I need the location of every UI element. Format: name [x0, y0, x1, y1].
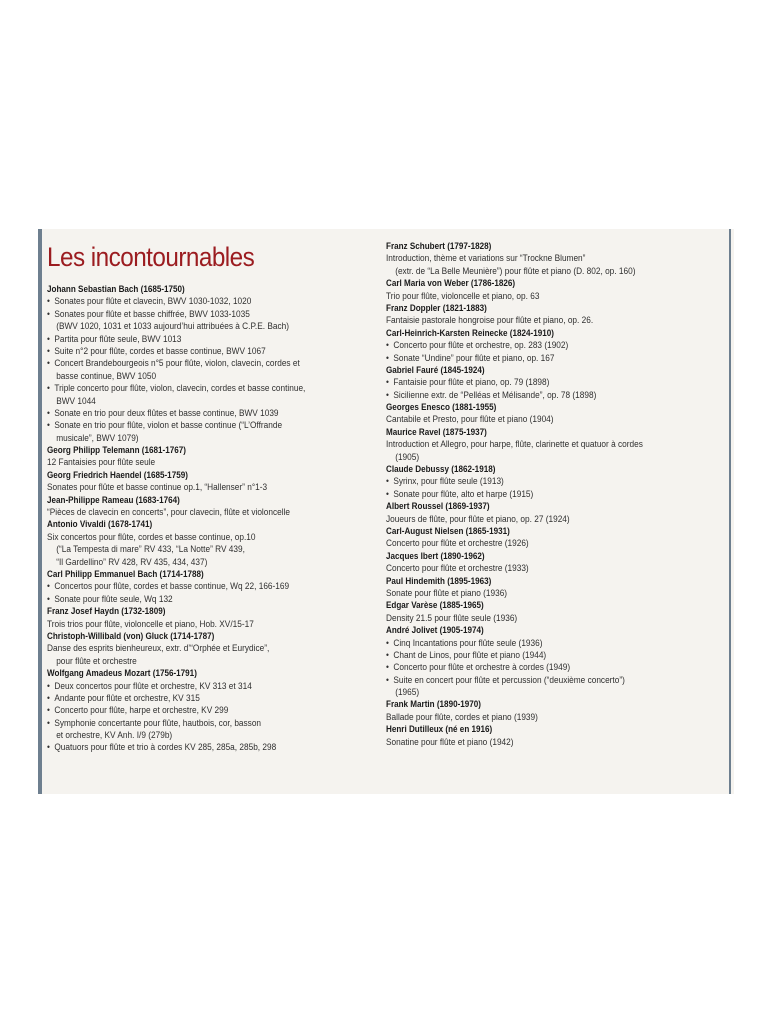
work-item-continuation: musicale”, BWV 1079)	[56, 432, 139, 443]
work-item: Introduction, thème et variations sur “Trockne Blumen”	[386, 253, 586, 264]
composer-heading: Johann Sebastian Bach (1685-1750)	[47, 284, 185, 294]
composer-heading: Franz Doppler (1821-1883)	[386, 302, 487, 313]
composer-heading: Georg Philipp Telemann (1681-1767)	[47, 445, 186, 456]
composer-heading: Jacques Ibert (1890-1962)	[386, 550, 485, 561]
work-item: • Concert Brandebourgeois n°5 pour flûte, violon, clavecin, cordes et	[47, 358, 332, 370]
composer-heading: Maurice Ravel (1875-1937)	[386, 426, 487, 437]
left-work-list	[47, 284, 357, 755]
composer-heading: Antonio Vivaldi (1678-1741)	[47, 519, 153, 530]
work-item: • Symphonie concertante pour flûte, hautbois, cor, basson	[47, 718, 332, 730]
composer-heading: Henri Dutilleux (né en 1916)	[386, 724, 493, 735]
composer-heading: Gabriel Fauré (1845-1924)	[386, 364, 485, 375]
composer-heading: Claude Debussy (1862-1918)	[386, 464, 496, 475]
work-item: Ballade pour flûte, cordes et piano (1939)	[386, 711, 538, 722]
work-item: Joueurs de flûte, pour flûte et piano, op. 27 (1924)	[386, 513, 570, 524]
composer-heading: Wolfgang Amadeus Mozart (1756-1791)	[47, 668, 197, 679]
composer-heading: Franz Josef Haydn (1732-1809)	[47, 606, 166, 617]
composer-heading: Georges Enesco (1881-1955)	[386, 402, 497, 413]
work-item: • Suite en concert pour flûte et percussion (“deuxième concerto”)	[386, 675, 690, 687]
work-item-continuation: (extr. de “La Belle Meunière”) pour flûte et piano (D. 802, op. 160)	[395, 265, 636, 276]
composer-heading: Franz Schubert (1797-1828)	[386, 241, 492, 251]
work-item: Concerto pour flûte et orchestre (1933)	[386, 563, 529, 574]
composer-heading: Edgar Varèse (1885-1965)	[386, 600, 484, 611]
left-column	[47, 240, 357, 755]
work-item: • Sonates pour flûte et basse chiffrée, BWV 1033-1035	[47, 309, 332, 321]
composer-heading: Carl-August Nielsen (1865-1931)	[386, 525, 510, 536]
work-item: • Sonate en trio pour flûte, violon et basse continue (“L’Offrande	[47, 420, 332, 432]
work-item-continuation: pour flûte et orchestre	[56, 655, 137, 666]
work-item: • Fantaisie pour flûte et piano, op. 79 (1898)	[386, 377, 690, 389]
work-item: • Concerto pour flûte, harpe et orchestre, KV 299	[47, 705, 332, 717]
work-item-continuation: (1905)	[395, 451, 420, 462]
composer-heading: André Jolivet (1905-1974)	[386, 625, 484, 636]
work-item: Sonatine pour flûte et piano (1942)	[386, 736, 514, 747]
work-item: Six concertos pour flûte, cordes et basse continue, op.10	[47, 531, 256, 542]
work-item-continuation: BWV 1044	[56, 395, 96, 406]
composer-heading: Paul Hindemith (1895-1963)	[386, 575, 492, 586]
work-item-continuation: basse continue, BWV 1050	[56, 370, 157, 381]
work-item: • Concerto pour flûte et orchestre à cordes (1949)	[386, 662, 690, 674]
composer-heading: Frank Martin (1890-1970)	[386, 699, 481, 710]
work-item: • Andante pour flûte et orchestre, KV 315	[47, 693, 332, 705]
work-item: Fantaisie pastorale hongroise pour flûte et piano, op. 26.	[386, 315, 594, 326]
composer-heading: Albert Roussel (1869-1937)	[386, 501, 490, 512]
work-item: • Suite n°2 pour flûte, cordes et basse continue, BWV 1067	[47, 346, 332, 358]
work-item: Sonate pour flûte et piano (1936)	[386, 587, 508, 598]
work-item-continuation: (BWV 1020, 1031 et 1033 aujourd’hui attribuées à C.P.E. Bach)	[56, 321, 289, 332]
work-item: • Sonate pour flûte, alto et harpe (1915)	[386, 489, 690, 501]
work-item-continuation: “Il Gardellino” RV 428, RV 435, 434, 437)	[56, 556, 208, 567]
work-item: Sonates pour flûte et basse continue op.1, “Hallenser” n°1-3	[47, 482, 268, 493]
work-item: “Pièces de clavecin en concerts”, pour clavecin, flûte et violoncelle	[47, 507, 291, 518]
work-item: • Sonates pour flûte et clavecin, BWV 1030-1032, 1020	[47, 296, 332, 308]
composer-heading: Carl Philipp Emmanuel Bach (1714-1788)	[47, 568, 204, 579]
work-item: • Quatuors pour flûte et trio à cordes KV 285, 285a, 285b, 298	[47, 742, 332, 754]
work-item: Trio pour flûte, violoncelle et piano, op. 63	[386, 290, 540, 301]
work-item-continuation: (“La Tempesta di mare” RV 433, “La Notte” RV 439,	[56, 544, 245, 555]
work-item: Density 21.5 pour flûte seule (1936)	[386, 612, 518, 623]
work-item: Cantabile et Presto, pour flûte et piano (1904)	[386, 414, 554, 425]
work-item-continuation: (1965)	[395, 687, 420, 698]
work-item: • Partita pour flûte seule, BWV 1013	[47, 334, 332, 346]
work-item: Trois trios pour flûte, violoncelle et piano, Hob. XV/15-17	[47, 618, 254, 629]
work-item: • Deux concertos pour flûte et orchestre, KV 313 et 314	[47, 681, 332, 693]
work-item-continuation: et orchestre, KV Anh. I/9 (279b)	[56, 730, 173, 741]
work-item: Danse des esprits bienheureux, extr. d’“Orphée et Eurydice”,	[47, 643, 270, 654]
left-border	[38, 229, 42, 794]
right-column	[386, 241, 716, 749]
work-item: Concerto pour flûte et orchestre (1926)	[386, 538, 529, 549]
composer-heading: Carl Maria von Weber (1786-1826)	[386, 278, 516, 289]
composer-heading: Jean-Philippe Rameau (1683-1764)	[47, 494, 180, 505]
page-title: Les incontournables	[47, 242, 255, 272]
composer-heading: Christoph-Willibald (von) Gluck (1714-1787)	[47, 630, 215, 641]
work-item: • Concertos pour flûte, cordes et basse continue, Wq 22, 166-169	[47, 581, 332, 593]
composer-heading: Carl-Heinrich-Karsten Reinecke (1824-1910)	[386, 327, 554, 338]
work-item: • Cinq Incantations pour flûte seule (1936)	[386, 638, 690, 650]
work-item: • Sonate pour flûte seule, Wq 132	[47, 594, 332, 606]
work-item: • Triple concerto pour flûte, violon, clavecin, cordes et basse continue,	[47, 383, 332, 395]
right-border	[729, 229, 731, 794]
work-item: • Sonate “Undine” pour flûte et piano, op. 167	[386, 353, 690, 365]
right-work-list	[386, 241, 716, 749]
work-item: Introduction et Allegro, pour harpe, flûte, clarinette et quatuor à cordes	[386, 439, 643, 450]
composer-heading: Georg Friedrich Haendel (1685-1759)	[47, 469, 188, 480]
work-item: • Sicilienne extr. de “Pelléas et Mélisande”, op. 78 (1898)	[386, 390, 690, 402]
work-item: • Syrinx, pour flûte seule (1913)	[386, 476, 690, 488]
work-item: • Concerto pour flûte et orchestre, op. 283 (1902)	[386, 340, 690, 352]
work-item: • Chant de Linos, pour flûte et piano (1944)	[386, 650, 690, 662]
work-item: • Sonate en trio pour deux flûtes et basse continue, BWV 1039	[47, 408, 332, 420]
work-item: 12 Fantaisies pour flûte seule	[47, 457, 156, 468]
